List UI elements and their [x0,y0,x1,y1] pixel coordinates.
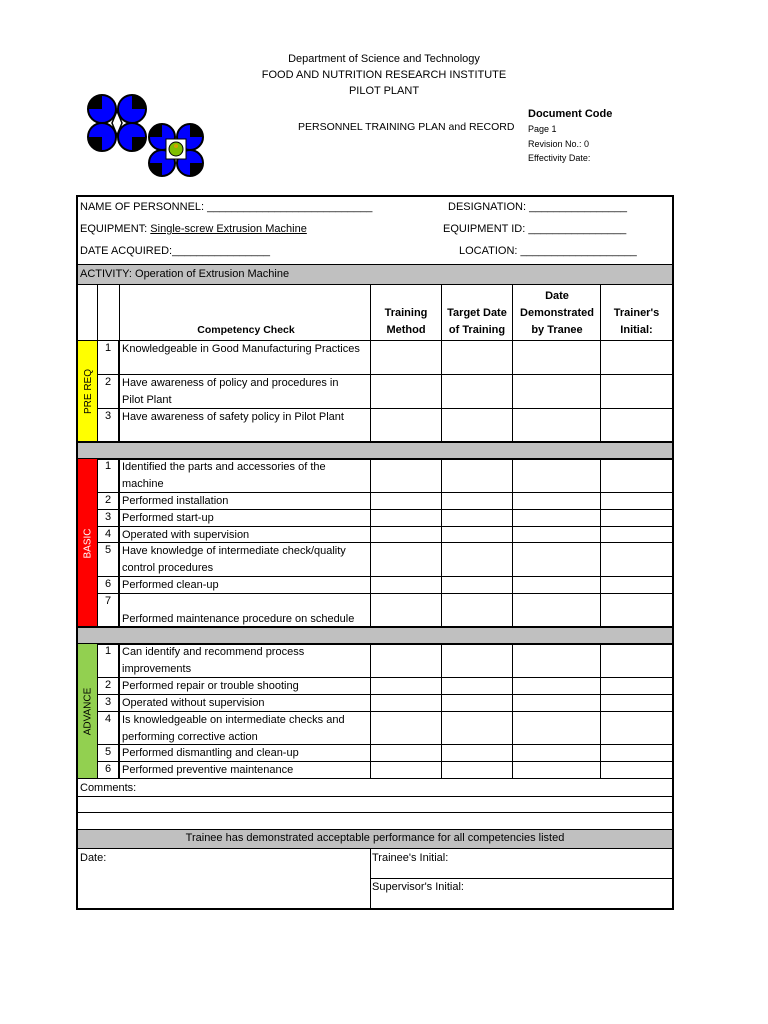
training-method-cell[interactable] [371,678,441,694]
competency-item [120,527,371,544]
competency-item [120,594,371,628]
trainer-initial-cell[interactable] [601,644,671,677]
column-header-target-date: Target Date of Training [447,307,507,336]
item-number: 6 [104,763,112,775]
competency-item [120,745,371,762]
competency-item [120,459,371,493]
acceptance-statement: Trainee has demonstrated acceptable performance for all competencies listed [185,832,565,844]
item-number: 4 [104,713,112,725]
competency-text: Can identify and recommend process [122,646,305,658]
date-demonstrated-cell[interactable] [513,644,600,677]
target-date-cell[interactable] [442,577,512,593]
target-date-cell[interactable] [442,543,512,576]
target-date-cell[interactable] [442,762,512,778]
training-method-cell[interactable] [371,341,441,374]
comments-label: Comments: [80,782,137,794]
training-method-cell[interactable] [371,762,441,778]
section-label-basic [78,459,98,627]
training-method-cell[interactable] [371,695,441,711]
section-name: BASIC [82,527,94,559]
training-method-cell[interactable] [371,745,441,761]
competency-item [120,375,371,409]
target-date-cell[interactable] [442,695,512,711]
date-demonstrated-cell[interactable] [513,695,600,711]
competency-item [120,341,371,358]
trainer-initial-cell[interactable] [601,695,671,711]
equipment-id-field[interactable]: EQUIPMENT ID: ________________ [443,223,627,235]
date-demonstrated-cell[interactable] [513,341,600,374]
training-method-cell[interactable] [371,577,441,593]
unit-name: PILOT PLANT [348,85,420,97]
competency-item [120,644,371,678]
column-header-trainer-initial: Trainer's Initial: [613,307,660,336]
trainer-initial-cell[interactable] [601,762,671,778]
department-name: Department of Science and Technology [288,53,480,65]
item-number: 1 [104,645,112,657]
trainer-initial-cell[interactable] [601,543,671,576]
item-number: 3 [104,410,112,422]
competency-text: machine [122,478,164,490]
competency-text: Performed repair or trouble shooting [122,680,299,692]
trainer-initial-cell[interactable] [601,510,671,526]
training-method-cell[interactable] [371,510,441,526]
trainer-initial-cell[interactable] [601,594,671,626]
competency-text: Performed installation [122,495,229,507]
target-date-cell[interactable] [442,678,512,694]
trainer-initial-cell[interactable] [601,409,671,441]
competency-item [120,695,371,712]
competency-text: Performed start-up [122,512,214,524]
date-demonstrated-cell[interactable] [513,712,600,744]
competency-text: improvements [122,663,192,675]
trainer-initial-cell[interactable] [601,527,671,542]
institute-logo [86,93,208,177]
competency-text: performing corrective action [122,731,258,743]
competency-item [120,762,371,779]
item-number: 5 [104,544,112,556]
signoff-date-field[interactable]: Date: [80,852,107,864]
item-number: 6 [104,578,112,590]
item-number: 1 [104,342,112,354]
trainer-initial-cell[interactable] [601,577,671,593]
competency-text: Pilot Plant [122,394,172,406]
target-date-cell[interactable] [442,644,512,677]
activity-label: ACTIVITY: Operation of Extrusion Machine [80,268,290,280]
target-date-cell[interactable] [442,493,512,509]
date-demonstrated-cell[interactable] [513,527,600,542]
training-method-cell[interactable] [371,409,441,441]
item-number: 3 [104,511,112,523]
competency-text: Performed maintenance procedure on schedule [122,613,355,625]
date-demonstrated-cell[interactable] [513,409,600,441]
date-demonstrated-cell[interactable] [513,459,600,492]
competency-item [120,712,371,746]
column-header-competency: Competency Check [197,324,295,336]
target-date-cell[interactable] [442,409,512,441]
section-name: ADVANCE [82,687,94,736]
item-number: 5 [104,746,112,758]
competency-text [122,594,371,611]
date-demonstrated-cell[interactable] [513,577,600,593]
date-demonstrated-cell[interactable] [513,594,600,626]
equipment-value: Single-screw Extrusion Machine [150,223,307,235]
competency-text: Identified the parts and accessories of the [122,461,326,473]
target-date-cell[interactable] [442,510,512,526]
trainer-initial-cell[interactable] [601,745,671,761]
competency-item [120,510,371,527]
date-demonstrated-cell[interactable] [513,762,600,778]
section-label-pre-req [78,341,98,442]
item-number: 2 [104,679,112,691]
section-label-advance [78,644,98,779]
name-of-personnel-field[interactable]: NAME OF PERSONNEL: ___________________________ [80,201,373,213]
training-method-cell[interactable] [371,375,441,408]
section-name: PRE REQ [82,368,94,415]
trainer-initial-cell[interactable] [601,459,671,492]
supervisor-initial-field[interactable]: Supervisor's Initial: [372,881,464,893]
institute-name: FOOD AND NUTRITION RESEARCH INSTITUTE [261,69,507,81]
competency-item [120,678,371,695]
item-number: 1 [104,460,112,472]
training-method-cell[interactable] [371,543,441,576]
item-number: 4 [104,528,112,540]
trainer-initial-cell[interactable] [601,341,671,374]
target-date-cell[interactable] [442,375,512,408]
column-header-date-demonstrated: Date Demonstrated by Tranee [520,290,594,336]
date-demonstrated-cell[interactable] [513,493,600,509]
training-form [76,195,674,910]
competency-text: Knowledgeable in Good Manufacturing Practices [122,343,360,355]
training-method-cell[interactable] [371,459,441,492]
training-method-cell[interactable] [371,644,441,677]
section-separator [78,627,672,644]
section-separator [78,442,672,459]
date-demonstrated-cell[interactable] [513,745,600,761]
competency-text: Performed preventive maintenance [122,764,294,776]
competency-text: control procedures [122,562,214,574]
competency-text: Operated with supervision [122,529,250,541]
trainer-initial-cell[interactable] [601,712,671,744]
training-method-cell[interactable] [371,493,441,509]
competency-item [120,543,371,577]
document-code-title: Document Code [528,108,613,120]
competency-text: Have awareness of safety policy in Pilot Plant [122,411,344,423]
competency-text: Have knowledge of intermediate check/quality [122,545,346,557]
target-date-cell[interactable] [442,527,512,542]
competency-text: Have awareness of policy and procedures in [122,377,339,389]
competency-text: Performed dismantling and clean-up [122,747,299,759]
trainee-initial-field[interactable]: Trainee's Initial: [372,852,449,864]
designation-field[interactable]: DESIGNATION: ________________ [448,201,627,213]
target-date-cell[interactable] [442,594,512,626]
target-date-cell[interactable] [442,712,512,744]
competency-item [120,493,371,510]
competency-text: Operated without supervision [122,697,265,709]
date-demonstrated-cell[interactable] [513,510,600,526]
page-number: Page 1 [528,124,557,134]
trainer-initial-cell[interactable] [601,375,671,408]
competency-item [120,577,371,594]
item-number: 3 [104,696,112,708]
form-title: PERSONNEL TRAINING PLAN and RECORD [298,121,515,133]
competency-text: Is knowledgeable on intermediate checks and [122,714,345,726]
equipment-label: EQUIPMENT: [80,223,151,235]
training-method-cell[interactable] [371,594,441,626]
effectivity-date: Effectivity Date: [528,153,591,163]
date-demonstrated-cell[interactable] [513,678,600,694]
target-date-cell[interactable] [442,341,512,374]
equipment-field [80,223,307,235]
item-number: 2 [104,494,112,506]
trainer-initial-cell[interactable] [601,493,671,509]
competency-item [120,409,371,426]
target-date-cell[interactable] [442,459,512,492]
column-header-training-method: Training Method [384,307,428,336]
competency-text: Performed clean-up [122,579,219,591]
item-number: 2 [104,376,112,388]
date-demonstrated-cell[interactable] [513,375,600,408]
training-method-cell[interactable] [371,527,441,542]
item-number: 7 [104,595,112,607]
target-date-cell[interactable] [442,745,512,761]
date-demonstrated-cell[interactable] [513,543,600,576]
location-field[interactable]: LOCATION: ___________________ [459,245,637,257]
revision-number: Revision No.: 0 [528,139,590,149]
training-method-cell[interactable] [371,712,441,744]
date-acquired-field[interactable]: DATE ACQUIRED:________________ [80,245,270,257]
trainer-initial-cell[interactable] [601,678,671,694]
